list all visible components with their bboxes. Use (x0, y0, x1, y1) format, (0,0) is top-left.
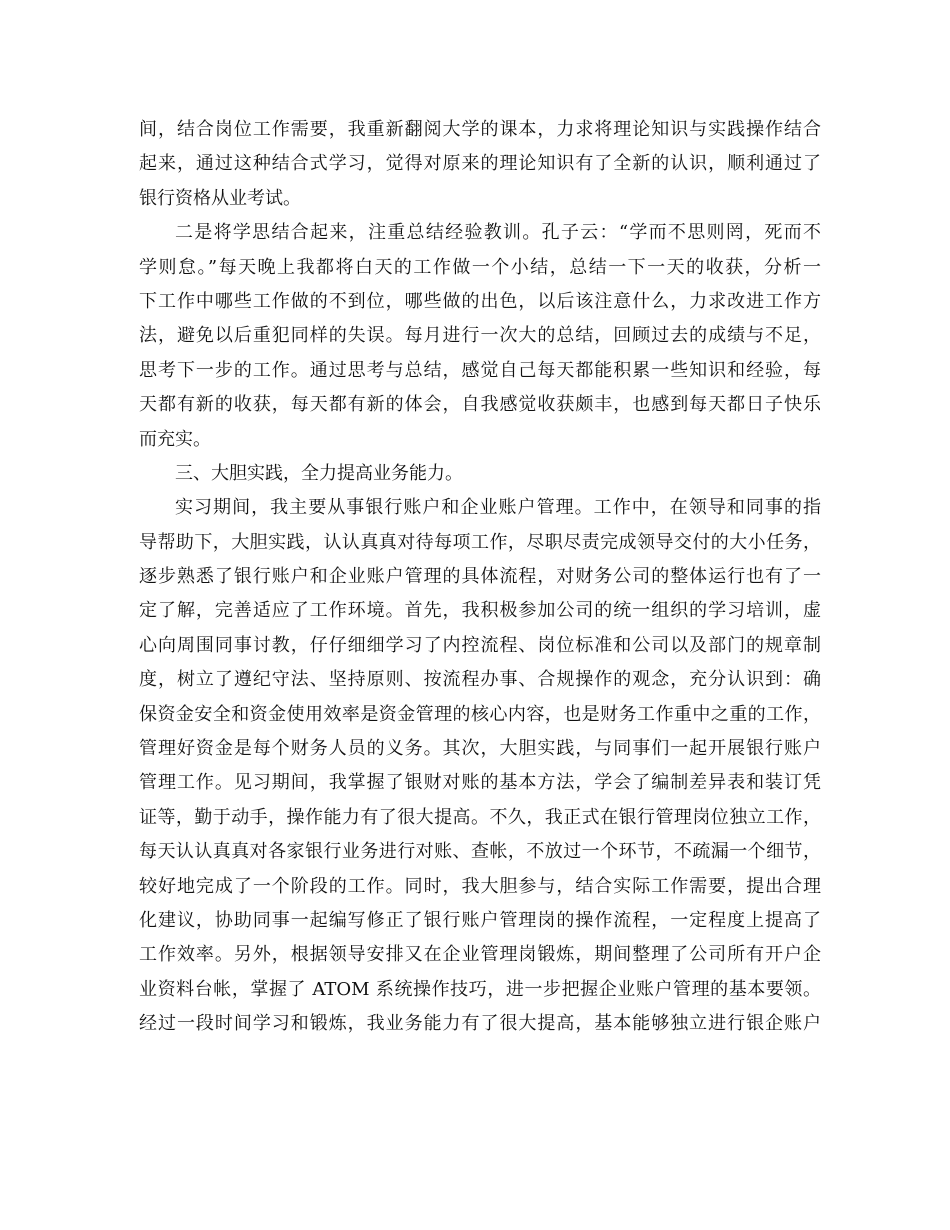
text-line: 逐步熟悉了银行账户和企业账户管理的具体流程，对财务公司的整体运行也有了一 (139, 566, 821, 588)
text-line: 银行资格从业考试。 (139, 187, 301, 209)
text-line: 而充实。 (139, 428, 211, 450)
text-line: 二是将学思结合起来，注重总结经验教训。孔子云：“学而不思则罔，死而不 (175, 222, 821, 244)
text-line: 间，结合岗位工作需要，我重新翻阅大学的课本，力求将理论知识与实践操作结合 (139, 119, 821, 140)
paragraph (139, 113, 821, 216)
text-line: 化建议，协助同事一起编写修正了银行账户管理岗的操作流程，一定程度上提高了 (139, 909, 821, 931)
text-line: 三、大胆实践，全力提高业务能力。 (175, 462, 463, 484)
text-line: 保资金安全和资金使用效率是资金管理的核心内容，也是财务工作重中之重的工作， (139, 703, 821, 725)
paragraph (139, 216, 821, 457)
paragraph (139, 491, 821, 1041)
text-line: 工作效率。另外，根据领导安排又在企业管理岗锻炼，期间整理了公司所有开户企 (139, 944, 821, 966)
text-line: 定了解，完善适应了工作环境。首先，我积极参加公司的统一组织的学习培训，虚 (139, 600, 821, 622)
text-line: 思考下一步的工作。通过思考与总结，感觉自己每天都能积累一些知识和经验，每 (139, 359, 821, 381)
text-line: 实习期间，我主要从事银行账户和企业账户管理。工作中，在领导和同事的指 (175, 497, 821, 519)
text-line: 起来，通过这种结合式学习，觉得对原来的理论知识有了全新的认识，顺利通过了 (139, 153, 821, 175)
text-line: 较好地完成了一个阶段的工作。同时，我大胆参与，结合实际工作需要，提出合理 (139, 875, 821, 897)
text-line: 导帮助下，大胆实践，认认真真对待每项工作，尽职尽责完成领导交付的大小任务， (139, 531, 821, 553)
document-body (139, 113, 821, 1042)
text-line: 管理工作。见习期间，我掌握了银财对账的基本方法，学会了编制差异表和装订凭 (139, 772, 821, 794)
text-line: 法，避免以后重犯同样的失误。每月进行一次大的总结，回顾过去的成绩与不足， (139, 325, 821, 347)
text-line: 天都有新的收获，每天都有新的体会，自我感觉收获颇丰，也感到每天都日子快乐 (139, 394, 821, 416)
text-line: 每天认认真真对各家银行业务进行对账、查帐，不放过一个环节，不疏漏一个细节， (139, 841, 821, 863)
text-line: 心向周围同事讨教，仔仔细细学习了内控流程、岗位标准和公司以及部门的规章制 (139, 634, 821, 656)
text-line: 证等，勤于动手，操作能力有了很大提高。不久，我正式在银行管理岗位独立工作， (139, 806, 821, 828)
text-line: 学则怠。”每天晚上我都将白天的工作做一个小结，总结一下一天的收获，分析一 (139, 256, 821, 278)
text-line: 业资料台帐，掌握了 ATOM 系统操作技巧，进一步把握企业账户管理的基本要领。 (139, 978, 821, 1000)
text-line: 度，树立了遵纪守法、坚持原则、按流程办事、合规操作的观念，充分认识到：确 (139, 669, 821, 691)
paragraph (139, 457, 821, 491)
text-line: 经过一段时间学习和锻炼，我业务能力有了很大提高，基本能够独立进行银企账户 (139, 1013, 821, 1035)
text-line: 下工作中哪些工作做的不到位，哪些做的出色，以后该注意什么，力求改进工作方 (139, 290, 821, 312)
text-line: 管理好资金是每个财务人员的义务。其次，大胆实践，与同事们一起开展银行账户 (139, 738, 821, 760)
